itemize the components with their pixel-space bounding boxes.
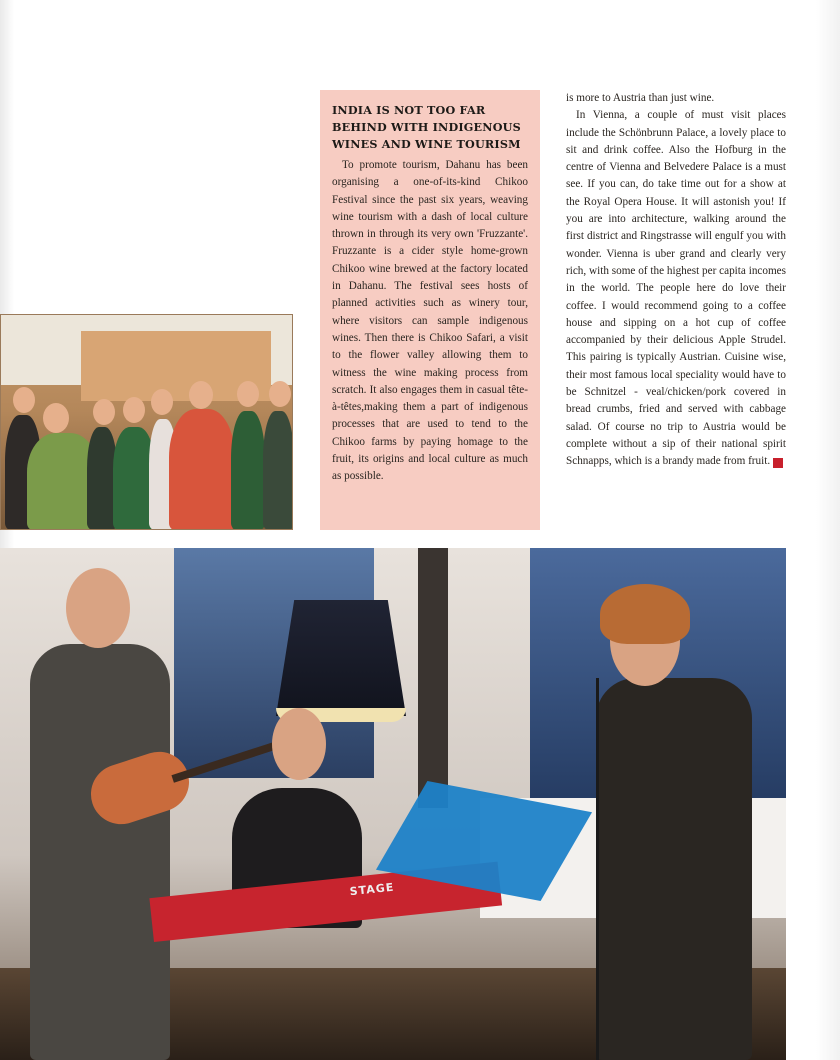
microphone-stand-icon [596,678,599,1060]
group-person-head [123,397,145,423]
group-person-head [237,381,259,407]
group-person-head [13,387,35,413]
article-column [566,90,789,471]
group-photo [0,314,293,530]
sidebar-heading: INDIA IS NOT TOO FAR BEHIND WITH INDIGENOUS WINES AND WINE TOURISM [332,103,521,151]
group-person-head [269,381,291,407]
pianist-head [272,708,326,780]
lamp-icon [276,600,406,716]
guitarist-figure [30,644,170,1060]
group-person [169,409,235,530]
singer-figure [596,678,752,1060]
keyboard-brand-label: STAGE [349,880,395,899]
group-person [231,411,265,530]
article-paragraph: is more to Austria than just wine. [566,92,715,104]
group-person-head [43,403,69,433]
end-mark-icon: S [773,458,783,468]
group-person [263,411,293,530]
guitarist-head [66,568,130,648]
sidebar-body: To promote tourism, Dahanu has been organising a one-of-its-kind Chikoo Festival since the past six years, weaving wine tourism with a dash of local culture thrown in through its very own 'Fruzzante'. Fruzzante is a cider style home-grown Chikoo wine brewed at the factory located in Dahanu. The festival sees hosts of planned activities such as winery tour, where visitors can sample indigenous wines. Then there is Chikoo Safari, a visit to the flower valley allowing them to witness the wine making process from scratch. It also engages them in casual tête-à-têtes,making them a part of indigenous processes that are used to tend to the Chikoo farms by paying homage to the fruit, its origins and local culture as much as possible. [332,159,528,483]
article-paragraph-text: In Vienna, a couple of must visit places include the Schönbrunn Palace, a lovely place to sit and drink coffee. Also the Hofburg in the centre of Vienna and Belvedere Palace is a must see. If you can, do take time out for a show at the Royal Opera House. It will astonish you! If you are into architecture, walking around the first district and Ringstrasse will engulf you with wonder. Vienna is uber grand and clearly very rich, with some of the highest per capita incomes in the world. The people here do love their coffee. I would recommend going to a coffee house and sipping on a hot cup of coffee accompanied by their delicious Apple Strudel. This pairing is typically Austrian. Cuisine wise, their most famous local speciality would have to be Schnitzel - veal/chicken/pork covered in bread crumbs, fried and served with cabbage salad. Of course no trip to Austria would be complete without a sip of their national spirit Schnapps, which is a brandy made from fruit. [566,109,786,468]
band-photo-pillar [418,548,448,808]
page-edge-shadow [816,0,840,1060]
band-photo [0,548,786,1060]
singer-hair [600,584,690,644]
sidebar-box [320,90,540,530]
group-person-head [93,399,115,425]
group-person-head [189,381,213,409]
group-person-head [151,389,173,415]
article-paragraph [566,107,789,470]
